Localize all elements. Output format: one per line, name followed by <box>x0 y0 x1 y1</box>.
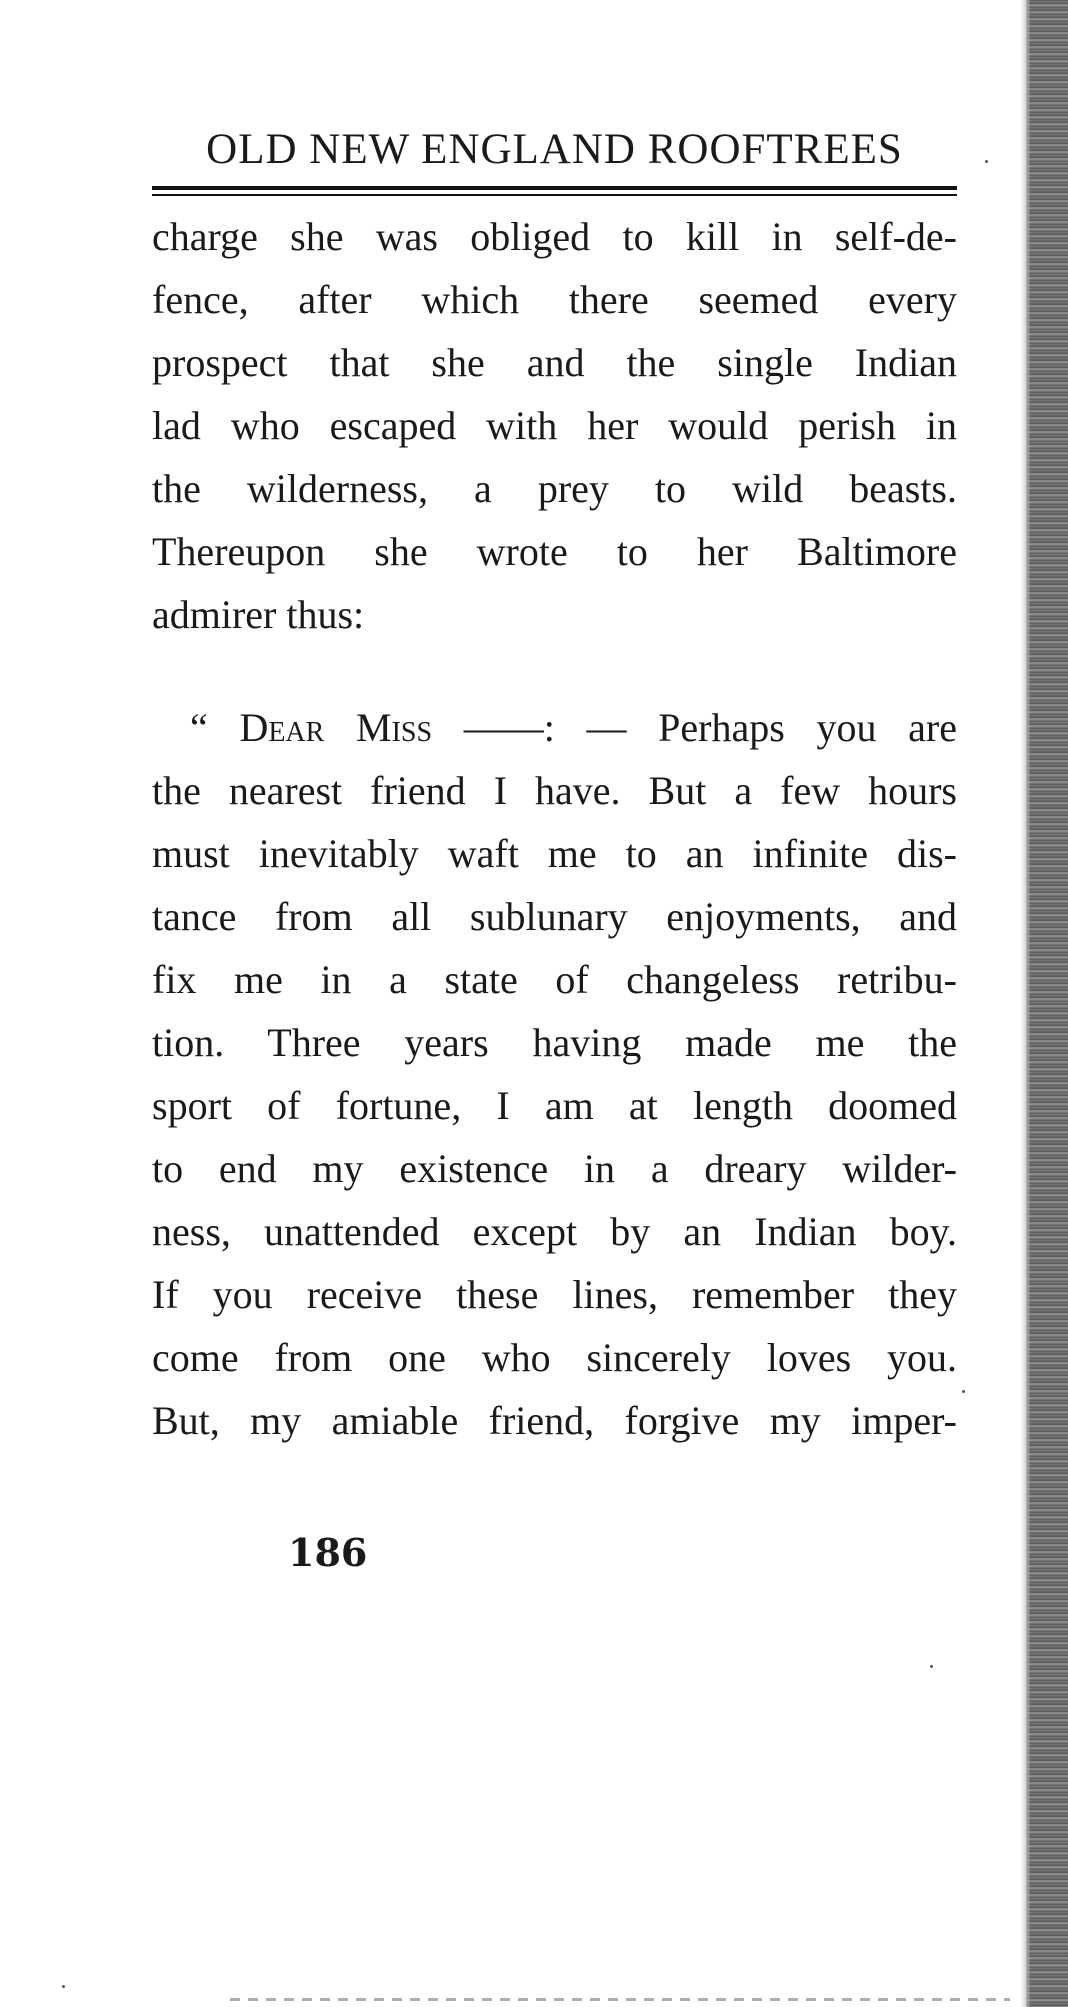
letter-line: But, my amiable friend, forgive my imper- <box>152 1398 957 1443</box>
page-number: 186 <box>288 1530 368 1575</box>
letter-line: ness, unattended except by an Indian boy. <box>152 1209 957 1254</box>
letter-line: fix me in a state of changeless retribu- <box>152 957 957 1002</box>
text-line: lad who escaped with her would perish in <box>152 403 957 448</box>
letter-line: to end my existence in a dreary wilder- <box>152 1146 957 1191</box>
bottom-edge-scuff <box>230 1998 1010 2001</box>
open-quote: “ <box>190 705 240 750</box>
letter-line: If you receive these lines, remember they <box>152 1272 957 1317</box>
running-header <box>152 120 957 180</box>
text-line: admirer thus: <box>152 592 365 637</box>
letter-line: must inevitably waft me to an infinite dis- <box>152 831 957 876</box>
body-text <box>152 205 957 1452</box>
letter-line: tance from all sublunary enjoyments, and <box>152 894 957 939</box>
paper-speck <box>962 1390 965 1393</box>
paper-speck <box>985 160 988 163</box>
letter-opening-line <box>152 696 957 759</box>
page-edge-shadow <box>1026 0 1068 2007</box>
letter-salutation-rest: ——: — Perhaps you are <box>432 705 957 750</box>
text-line: Thereupon she wrote to her Baltimore <box>152 529 957 574</box>
text-line: prospect that she and the single Indian <box>152 340 957 385</box>
text-line: charge she was obliged to kill in self-de- <box>152 214 957 259</box>
paper-speck <box>62 1985 65 1988</box>
letter-line: the nearest friend I have. But a few hours <box>152 768 957 813</box>
header-rule-thick <box>152 186 957 190</box>
running-head-title: OLD NEW ENGLAND ROOFTREES <box>206 126 903 173</box>
header-rule-thin <box>152 194 957 196</box>
paper-speck <box>930 1665 933 1668</box>
letter-salutation: Dear Miss <box>239 705 433 750</box>
text-line: the wilderness, a prey to wild beasts. <box>152 466 957 511</box>
text-line: fence, after which there seemed every <box>152 277 957 322</box>
letter-line: tion. Three years having made me the <box>152 1020 957 1065</box>
paragraph-gap <box>152 646 957 696</box>
letter-line: sport of fortune, I am at length doomed <box>152 1083 957 1128</box>
letter-line: come from one who sincerely loves you. <box>152 1335 957 1380</box>
